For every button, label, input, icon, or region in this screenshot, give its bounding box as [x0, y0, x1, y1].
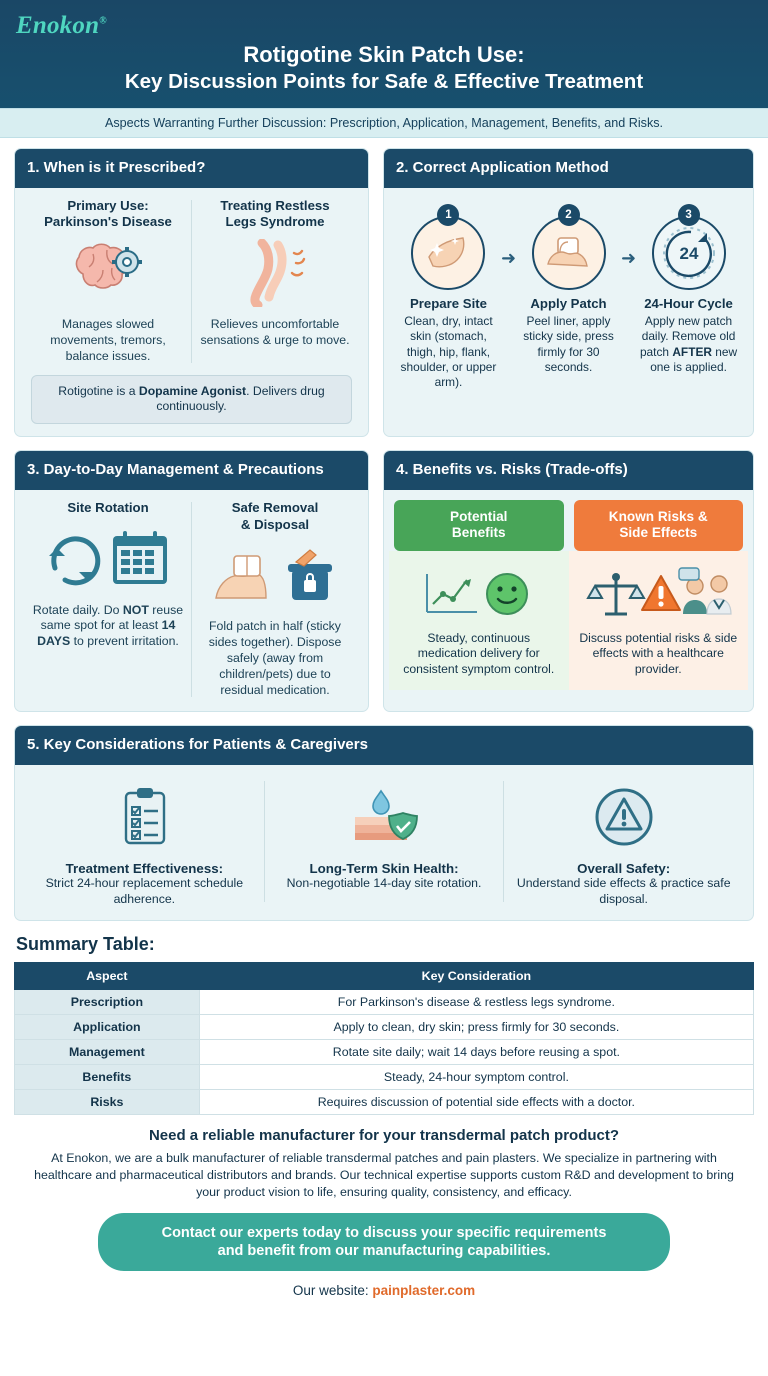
step-2-text: Peel liner, apply sticky side, press firmly for 30 seconds.: [523, 313, 614, 374]
24-hour-cycle-icon: [652, 208, 726, 290]
card3-left-text: [31, 603, 185, 651]
row-aspect: Prescription: [15, 989, 200, 1014]
benefits-body: [389, 551, 569, 691]
card2-title: 2. Correct Application Method: [384, 149, 753, 188]
website-label: Our website:: [292, 1283, 373, 1299]
step-apply-patch: [516, 200, 621, 376]
table-row: [15, 1089, 754, 1114]
card1-right-column: [192, 198, 358, 365]
step-3-title: 24-Hour Cycle: [644, 295, 733, 311]
row-aspect: Application: [15, 1014, 200, 1039]
arrow-icon-1: ➜: [500, 247, 517, 268]
row-consideration: Steady, 24-hour symptom control.: [199, 1064, 753, 1089]
card1-note: [31, 375, 352, 425]
consideration-overall-safety: [504, 775, 743, 908]
contact-cta-button[interactable]: Contact our experts today to discuss your specific requirements and benefit from our manufacturing capabilities.: [98, 1213, 670, 1271]
card3-left-column: [25, 500, 191, 699]
row-two: [14, 450, 754, 712]
card3-title: 3. Day-to-Day Management & Precautions: [15, 451, 368, 490]
consideration-skin-health: [265, 775, 504, 908]
footer-title: Need a reliable manufacturer for your transdermal patch product?: [148, 1126, 620, 1144]
card1-body: [15, 188, 368, 437]
card-day-to-day: [14, 450, 369, 712]
table-header-consideration: Key Consideration: [199, 962, 753, 989]
risks-text: Discuss potential risks & side effects with a healthcare provider.: [579, 630, 738, 677]
consideration-2-text: Non-negotiable 14-day site rotation.: [286, 875, 482, 890]
card-when-prescribed: [14, 148, 369, 437]
table-header-row: [15, 962, 754, 989]
row-consideration: For Parkinson's disease & restless legs syndrome.: [199, 989, 753, 1014]
table-row: [15, 1039, 754, 1064]
risks-body: [569, 551, 749, 691]
benefits-header: Potential Benefits: [394, 500, 564, 551]
step-1-text: Clean, dry, intact skin (stomach, thigh, hip, flank, shoulder, or upper arm).: [400, 313, 497, 390]
benefits-text: Steady, continuous medication delivery for consistent symptom control.: [403, 630, 555, 677]
consideration-treatment-effectiveness: [25, 775, 264, 908]
table-row: [15, 1014, 754, 1039]
brand-logo: [16, 12, 752, 40]
card-benefits-risks: [383, 450, 754, 712]
step-3-text-bold: AFTER: [672, 344, 712, 359]
benefits-column: [389, 500, 569, 690]
risks-header: Known Risks & Side Effects: [574, 500, 744, 551]
row-aspect: Benefits: [15, 1064, 200, 1089]
row-aspect: Management: [15, 1039, 200, 1064]
card1-left-text: Manages slowed movements, tremors, balance issues.: [50, 316, 166, 363]
subtitle-bar: Aspects Warranting Further Discussion: Prescription, Application, Management, Benefits, and Risks.: [0, 108, 768, 138]
card3-left-heading: Site Rotation: [67, 500, 149, 515]
website-link[interactable]: painplaster.com: [372, 1283, 476, 1299]
card5-body: [15, 765, 753, 920]
card2-body: [384, 188, 753, 403]
page-header: [0, 0, 768, 108]
legs-icon: [198, 235, 352, 311]
card4-title: 4. Benefits vs. Risks (Trade-offs): [384, 451, 753, 490]
table-row: [15, 989, 754, 1014]
step-3-text-post: new one is applied.: [650, 344, 738, 374]
brain-gear-icon: [31, 235, 185, 311]
risks-column: [569, 500, 749, 690]
step-3-text-pre: Apply new patch daily. Remove old patch: [639, 313, 736, 359]
card3-left-post: to prevent irritation.: [70, 634, 179, 649]
footer-text: At Enokon, we are a bulk manufacturer of reliable transdermal patches and pain plasters. We specialize in partnering with healthcare and pharmaceutical distributors and brands. Our technical expertise supports custom R&D and development to bring your product vision to life, ensuring quality, consistency, and efficacy.: [34, 1150, 734, 1199]
table-header-aspect: Aspect: [15, 962, 200, 989]
checklist-clipboard-icon: [33, 779, 256, 855]
card1-left-column: [25, 198, 191, 365]
summary-table-title: Summary Table:: [16, 933, 155, 954]
card1-title: 1. When is it Prescribed?: [15, 149, 368, 188]
page-title: [16, 42, 752, 94]
card4-body: [384, 490, 753, 690]
card3-left-mid: reuse same spot for at least: [40, 602, 184, 633]
benefits-icons: [399, 563, 559, 625]
card1-right-text: Relieves uncomfortable sensations & urge to move.: [200, 316, 350, 347]
card3-right-text: Fold patch in half (sticky sides together). Dispose safely (away from children/pets) due to residual medication.: [208, 619, 342, 697]
skin-shield-icon: [273, 779, 496, 855]
card1-left-heading: Primary Use: Parkinson's Disease: [44, 197, 172, 230]
step-1-title: Prepare Site: [409, 295, 487, 311]
page-title-line1: Rotigotine Skin Patch Use:: [243, 42, 525, 67]
card5-title: 5. Key Considerations for Patients & Caregivers: [15, 726, 753, 765]
apply-patch-icon: [532, 208, 606, 290]
row-consideration: Apply to clean, dry skin; press firmly for 30 seconds.: [199, 1014, 753, 1039]
consideration-2-title: Long-Term Skin Health:: [309, 860, 459, 876]
summary-table: [14, 962, 754, 1115]
rotation-calendar-icon: [31, 521, 185, 597]
fold-and-dispose-icon: [198, 537, 352, 613]
row-one: [14, 148, 754, 437]
consideration-1-text: Strict 24-hour replacement schedule adherence.: [45, 875, 244, 906]
card3-left-bold1: NOT: [122, 602, 149, 617]
step-1-badge: 1: [437, 204, 459, 226]
card3-body: [15, 490, 368, 711]
card1-note-pre: Rotigotine is a: [58, 383, 139, 398]
website-line: [32, 1283, 736, 1298]
card3-right-column: [192, 500, 358, 699]
risks-icons: [579, 563, 739, 625]
step-24-hour-cycle: [636, 200, 741, 376]
prepare-site-icon: [411, 208, 485, 290]
step-3-badge: 3: [678, 204, 700, 226]
page-footer: [14, 1115, 754, 1299]
table-row: [15, 1064, 754, 1089]
brand-name: Enokon: [16, 12, 100, 39]
card3-right-heading: Safe Removal & Disposal: [231, 500, 319, 532]
step-2-badge: 2: [558, 204, 580, 226]
consideration-3-text: Understand side effects & practice safe disposal.: [516, 875, 731, 906]
step-prepare-site: [396, 200, 501, 391]
consideration-3-title: Overall Safety:: [577, 860, 671, 876]
card1-right-heading: Treating Restless Legs Syndrome: [220, 197, 330, 230]
main-content: [0, 138, 768, 1298]
page-title-line2: Key Discussion Points for Safe & Effective Treatment: [124, 69, 644, 93]
card-application-method: [383, 148, 754, 437]
row-consideration: Rotate site daily; wait 14 days before reusing a spot.: [199, 1039, 753, 1064]
row-aspect: Risks: [15, 1089, 200, 1114]
card1-note-bold: Dopamine Agonist: [138, 383, 247, 398]
safety-warning-icon: [512, 779, 735, 855]
card1-note-post: . Delivers drug continuously.: [156, 383, 325, 414]
row-consideration: Requires discussion of potential side effects with a doctor.: [199, 1089, 753, 1114]
brand-registered-mark: ®: [99, 15, 107, 27]
svg-text:24: 24: [679, 243, 698, 263]
card3-left-bold2: 14 DAYS: [37, 618, 176, 649]
card-key-considerations: [14, 725, 754, 921]
arrow-icon-2: ➜: [620, 247, 637, 268]
step-2-title: Apply Patch: [530, 295, 607, 311]
consideration-1-title: Treatment Effectiveness:: [65, 860, 224, 876]
card3-left-pre: Rotate daily. Do: [32, 602, 123, 617]
step-3-text: [636, 314, 741, 376]
